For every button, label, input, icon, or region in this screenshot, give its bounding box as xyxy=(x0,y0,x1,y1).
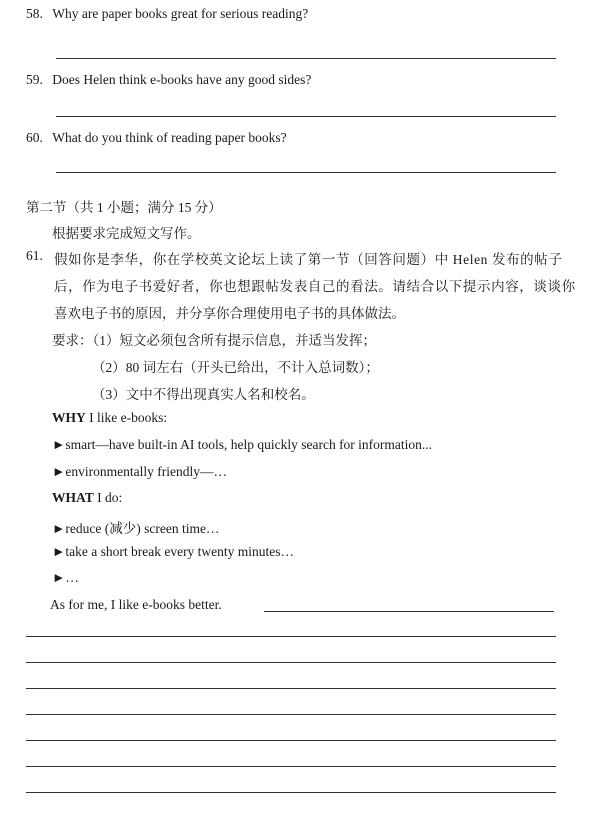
question-61-line-2: 后，作为电子书爱好者，你也想跟帖发表自己的看法。请结合以下提示内容，谈谈你 xyxy=(54,279,576,294)
answer-line-59[interactable] xyxy=(56,116,556,117)
why-item-2 xyxy=(52,464,227,480)
section-title: 第二节（共 1 小题；满分 15 分） xyxy=(26,200,222,215)
requirement-2: （2）80 词左右（开头已给出，不计入总词数）； xyxy=(92,360,379,375)
essay-line-first[interactable] xyxy=(264,611,554,612)
writing-line[interactable] xyxy=(26,636,556,637)
what-item-2 xyxy=(52,544,294,560)
bullet-icon: ► xyxy=(52,464,66,479)
what-item-text: … xyxy=(65,570,79,585)
writing-line[interactable] xyxy=(26,740,556,741)
section-instruction: 根据要求完成短文写作。 xyxy=(52,226,201,241)
what-item-1 xyxy=(52,517,219,537)
what-heading xyxy=(52,490,122,506)
why-item-text: smart—have built-in AI tools, help quickly search for information... xyxy=(65,437,433,452)
writing-line[interactable] xyxy=(26,714,556,715)
writing-line[interactable] xyxy=(26,792,556,793)
bullet-icon: ► xyxy=(52,544,66,559)
requirement-1: （1）短文必须包含所有提示信息，并适当发挥； xyxy=(92,333,376,348)
what-item-text: reduce (减少) screen time… xyxy=(65,521,220,536)
question-number: 60. xyxy=(26,130,43,145)
why-item-1 xyxy=(52,437,432,453)
bullet-icon: ► xyxy=(52,521,66,536)
requirement-3: （3）文中不得出现真实人名和校名。 xyxy=(92,387,315,402)
question-text: Does Helen think e-books have any good sides? xyxy=(52,72,312,87)
essay-start: As for me, I like e-books better. xyxy=(50,597,222,612)
writing-line[interactable] xyxy=(26,662,556,663)
question-59 xyxy=(26,72,311,88)
what-item-text: take a short break every twenty minutes… xyxy=(65,544,295,559)
question-60 xyxy=(26,130,287,146)
question-58 xyxy=(26,6,308,22)
bullet-icon: ► xyxy=(52,570,66,585)
why-heading xyxy=(52,410,167,426)
answer-line-60[interactable] xyxy=(56,172,556,173)
question-61-number: 61. xyxy=(26,248,43,263)
why-bold: WHY xyxy=(52,410,86,425)
question-number: 58. xyxy=(26,6,43,21)
requirements-label xyxy=(52,329,376,349)
what-bold: WHAT xyxy=(52,490,94,505)
question-number: 59. xyxy=(26,72,43,87)
question-61-line-1: 假如你是李华，你在学校英文论坛上读了第一节（回答问题）中 Helen 发布的帖子 xyxy=(54,252,563,267)
what-item-3 xyxy=(52,570,79,586)
writing-line[interactable] xyxy=(26,766,556,767)
writing-line[interactable] xyxy=(26,688,556,689)
requirements-prefix: 要求： xyxy=(52,333,93,348)
what-rest: I do: xyxy=(93,490,123,505)
why-item-text: environmentally friendly—… xyxy=(65,464,227,479)
question-61-line-3: 喜欢电子书的原因，并分享你合理使用电子书的具体做法。 xyxy=(54,306,405,321)
answer-line-58[interactable] xyxy=(56,58,556,59)
why-rest: I like e-books: xyxy=(85,410,168,425)
question-text: What do you think of reading paper books? xyxy=(52,130,287,145)
question-text: Why are paper books great for serious reading? xyxy=(52,6,309,21)
bullet-icon: ► xyxy=(52,437,66,452)
